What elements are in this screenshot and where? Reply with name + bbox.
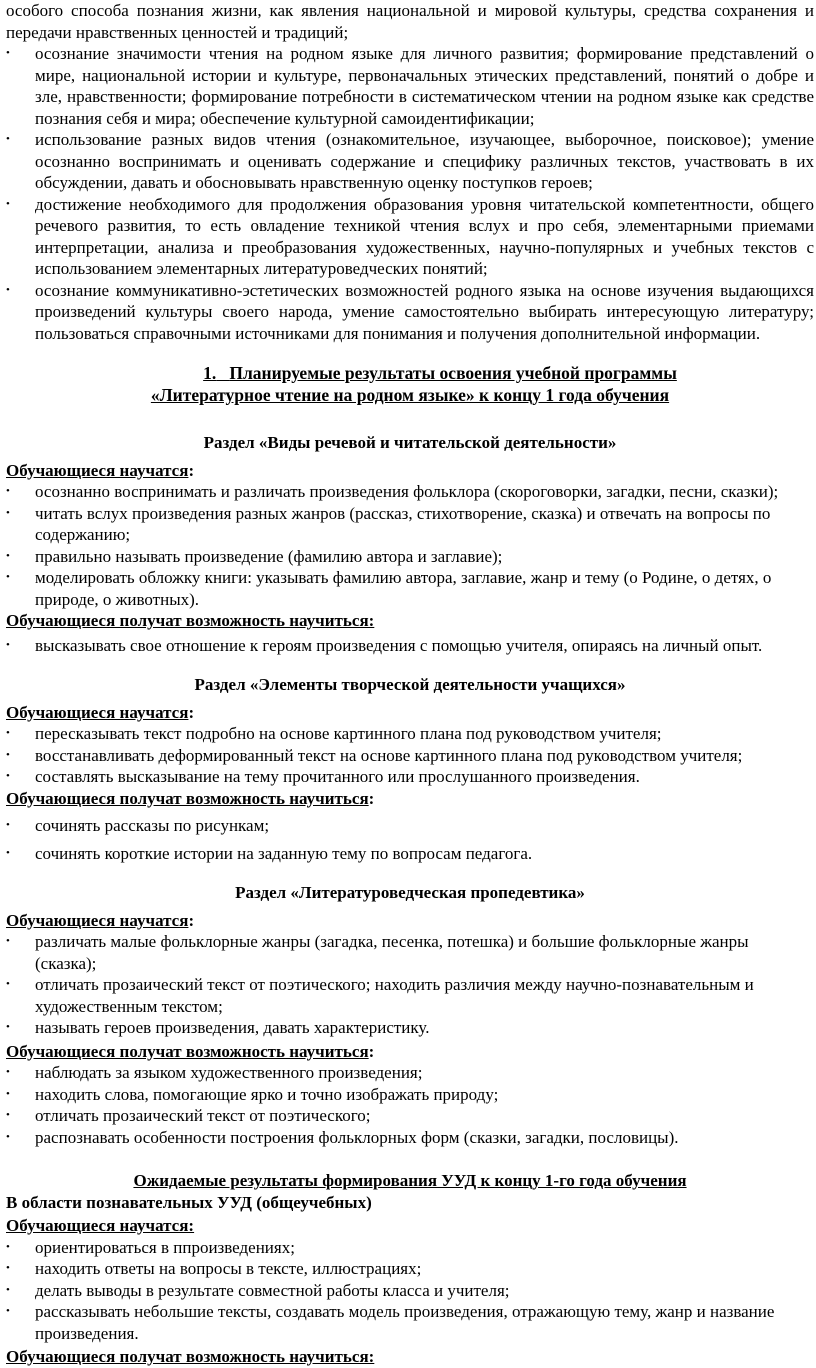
main-title-line1: Планируемые результаты освоения учебной программы	[229, 363, 677, 383]
learn-label-row: Обучающиеся научатся:	[6, 910, 195, 930]
chance-label: Обучающиеся получат возможность научиться:	[6, 1347, 375, 1366]
list-item: • находить ответы на вопросы в тексте, иллюстрациях;	[6, 1258, 814, 1280]
learn-label-row: Обучающиеся научатся:	[6, 702, 195, 722]
chance-label-row: Обучающиеся получат возможность научиться:	[6, 1041, 375, 1061]
list-item: • читать вслух произведения разных жанров (рассказ, стихотворение, сказка) и отвечать на вопросы по содержанию;	[6, 503, 814, 546]
list-item: • называть героев произведения, давать характеристику.	[6, 1017, 814, 1039]
learn-label: Обучающиеся научатся	[6, 460, 189, 480]
list-item: • правильно называть произведение (фамилию автора и заглавие);	[6, 546, 814, 568]
uud-area-heading: В области познавательных УУД (общеучебных)	[6, 1192, 372, 1212]
list-item: • наблюдать за языком художественного произведения;	[6, 1062, 814, 1084]
list-item: • восстанавливать деформированный текст на основе картинного плана под руководством учителя;	[6, 745, 814, 767]
list-item: • высказывать свое отношение к героям произведения с помощью учителя, опираясь на личный опыт.	[6, 635, 814, 657]
intro-bullet: • осознание коммуникативно-эстетических возможностей родного языка на основе изучения выдающихся произведений культуры своего народа, умение самостоятельно выбирать интересующую литературу; пользоваться справочными источниками для понимания и получения дополнительной информации.	[6, 280, 814, 345]
chance-label-row: Обучающиеся получат возможность научиться:	[6, 788, 375, 808]
list-item: • пересказывать текст подробно на основе картинного плана под руководством учителя;	[6, 723, 814, 745]
list-item: • моделировать обложку книги: указывать фамилию автора, заглавие, жанр и тему (о Родине, о детях, о природе, о животных).	[6, 567, 814, 610]
chance-label: Обучающиеся получат возможность научиться:	[6, 611, 375, 630]
list-item: • распознавать особенности построения фольклорных форм (сказки, загадки, пословицы).	[6, 1127, 814, 1149]
list-item: • отличать прозаический текст от поэтического;	[6, 1105, 814, 1127]
main-title-number: 1.	[203, 363, 217, 383]
intro-lead-text: особого способа познания жизни, как явления национальной и мировой культуры, средства сохранения и передачи нравственных ценностей и традиций;	[6, 1, 814, 42]
list-item: • отличать прозаический текст от поэтического; находить различия между научно-познавательным и художественным текстом;	[6, 974, 814, 1017]
intro-bullet: • использование разных видов чтения (ознакомительное, изучающее, выборочное, поисковое); умение осознанно воспринимать и оценивать содержание и специфику различных текстов, участвовать в их обсуждении, давать и обосновывать нравственную оценку поступков героев;	[6, 129, 814, 194]
intro-bullet: • осознание значимости чтения на родном языке для личного развития; формирование представлений о мире, национальной истории и культуре, первоначальных этических представлений, понятий о добре и зле, нравственности; формирование потребности в систематическом чтении на родном языке как средстве познания себя и мира; обеспечение культурной самоидентификации;	[6, 43, 814, 129]
list-item: • осознанно воспринимать и различать произведения фольклора (скороговорки, загадки, песни, сказки);	[6, 481, 814, 503]
learn-label: Обучающиеся научатся	[6, 910, 189, 930]
uud-title: Ожидаемые результаты формирования УУД к концу 1-го года обучения	[133, 1171, 687, 1190]
learn-label-row: Обучающиеся научатся:	[6, 460, 195, 480]
intro-bullet: • достижение необходимого для продолжения образования уровня читательской компетентности, общего речевого развития, то есть овладение техникой чтения вслух и про себя, элементарными приемами интерпретации, анализа и преобразования художественных, научно-популярных и учебных текстов с использованием элементарных литературоведческих понятий;	[6, 194, 814, 280]
list-item: • сочинять рассказы по рисункам;	[6, 815, 814, 837]
list-item: • сочинять короткие истории на заданную тему по вопросам педагога.	[6, 843, 814, 865]
learn-label: Обучающиеся научатся:	[6, 1216, 195, 1235]
chance-label: Обучающиеся получат возможность научиться	[6, 788, 369, 808]
section-heading: Раздел «Элементы творческой деятельности учащихся»	[194, 675, 626, 694]
section-heading: Раздел «Литературоведческая пропедевтика»	[235, 883, 585, 902]
list-item: • рассказывать небольшие тексты, создавать модель произведения, отражающую тему, жанр и название произведения.	[6, 1301, 814, 1344]
main-title-line2: «Литературное чтение на родном языке» к концу 1 года обучения	[150, 385, 670, 405]
section-heading: Раздел «Виды речевой и читательской деятельности»	[203, 433, 617, 452]
list-item: • делать выводы в результате совместной работы класса и учителя;	[6, 1280, 814, 1302]
list-item: • ориентироваться в ппроизведениях;	[6, 1237, 814, 1259]
list-item: • находить слова, помогающие ярко и точно изображать природу;	[6, 1084, 814, 1106]
learn-label: Обучающиеся научатся	[6, 702, 189, 722]
chance-label: Обучающиеся получат возможность научиться	[6, 1041, 369, 1061]
list-item: • составлять высказывание на тему прочитанного или прослушанного произведения.	[6, 766, 814, 788]
main-title	[6, 362, 814, 406]
list-item: • различать малые фольклорные жанры (загадка, песенка, потешка) и большие фольклорные жанры (сказка);	[6, 931, 814, 974]
